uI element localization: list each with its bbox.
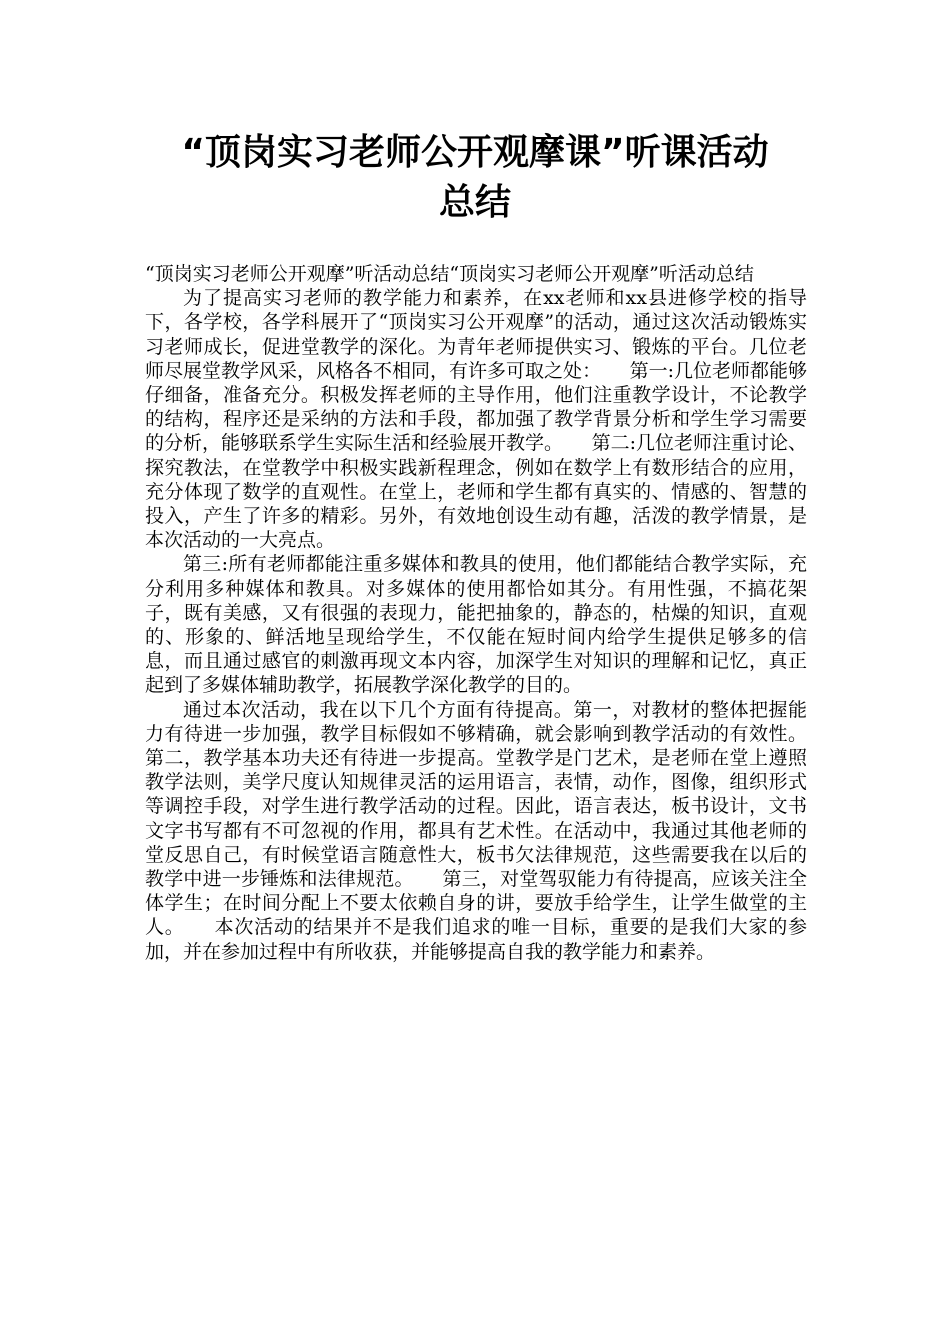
document-title: [145, 128, 805, 228]
document-body: [145, 262, 807, 964]
body-paragraph-3: 通过本次活动，我在以下几个方面有待提高。第一，对教材的整体把握能力有待进一步加强，教学目标假如不够精确，就会影响到教学活动的有效性。第二，教学基本功夫还有待进一步提高。堂教学是门艺术，是老师在堂上遵照教学法则，美学尺度认知规律灵活的运用语言，表情，动作，图像，组织形式等调控手段，对学生进行教学活动的过程。因此，语言表达，板书设计，文书文字书写都有不可忽视的作用，都具有艺术性。在活动中，我通过其他老师的堂反思自己，有时候堂语言随意性大，板书欠法律规范，这些需要我在以后的教学中进一步锤炼和法律规范。 第三，对堂驾驭能力有待提高，应该关注全体学生；在时间分配上不要太依赖自身的讲，要放手给学生，让学生做堂的主人。 本次活动的结果并不是我们追求的唯一目标，重要的是我们大家的参加，并在参加过程中有所收获，并能够提高自我的教学能力和素养。: [145, 698, 807, 963]
title-line-1: “顶岗实习老师公开观摩课”听课活动: [181, 132, 769, 173]
body-paragraph-2: 第三:所有老师都能注重多媒体和教具的使用，他们都能结合教学实际，充分利用多种媒体和教具。对多媒体的使用都恰如其分。有用性强，不搞花架子，既有美感，又有很强的表现力，能把抽象的，静态的，枯燥的知识，直观的、形象的、鲜活地呈现给学生，不仅能在短时间内给学生提供足够多的信息，而且通过感官的刺激再现文本内容，加深学生对知识的理解和记忆，真正起到了多媒体辅助教学，拓展教学深化教学的目的。: [145, 553, 807, 697]
title-line-2: 总结: [438, 182, 511, 223]
lead-paragraph: “顶岗实习老师公开观摩”听活动总结“顶岗实习老师公开观摩”听活动总结: [145, 263, 754, 285]
body-paragraph-1: 为了提高实习老师的教学能力和素养，在xx老师和xx县进修学校的指导下，各学校，各学科展开了“顶岗实习公开观摩”的活动，通过这次活动锻炼实习老师成长，促进堂教学的深化。为青年老师提供实习、锻炼的平台。几位老师尽展堂教学风采，风格各不相同，有许多可取之处： 第一:几位老师都能够仔细备，准备充分。积极发挥老师的主导作用，他们注重教学设计，不论教学的结构，程序还是采纳的方法和手段，都加强了教学背景分析和学生学习需要的分析，能够联系学生实际生活和经验展开教学。 第二:几位老师注重讨论、探究教法，在堂教学中积极实践新程理念，例如在数学上有数形结合的应用，充分体现了数学的直观性。在堂上，老师和学生都有真实的、情感的、智慧的投入，产生了许多的精彩。另外，有效地创设生动有趣，活泼的教学情景，是本次活动的一大亮点。: [145, 287, 807, 552]
